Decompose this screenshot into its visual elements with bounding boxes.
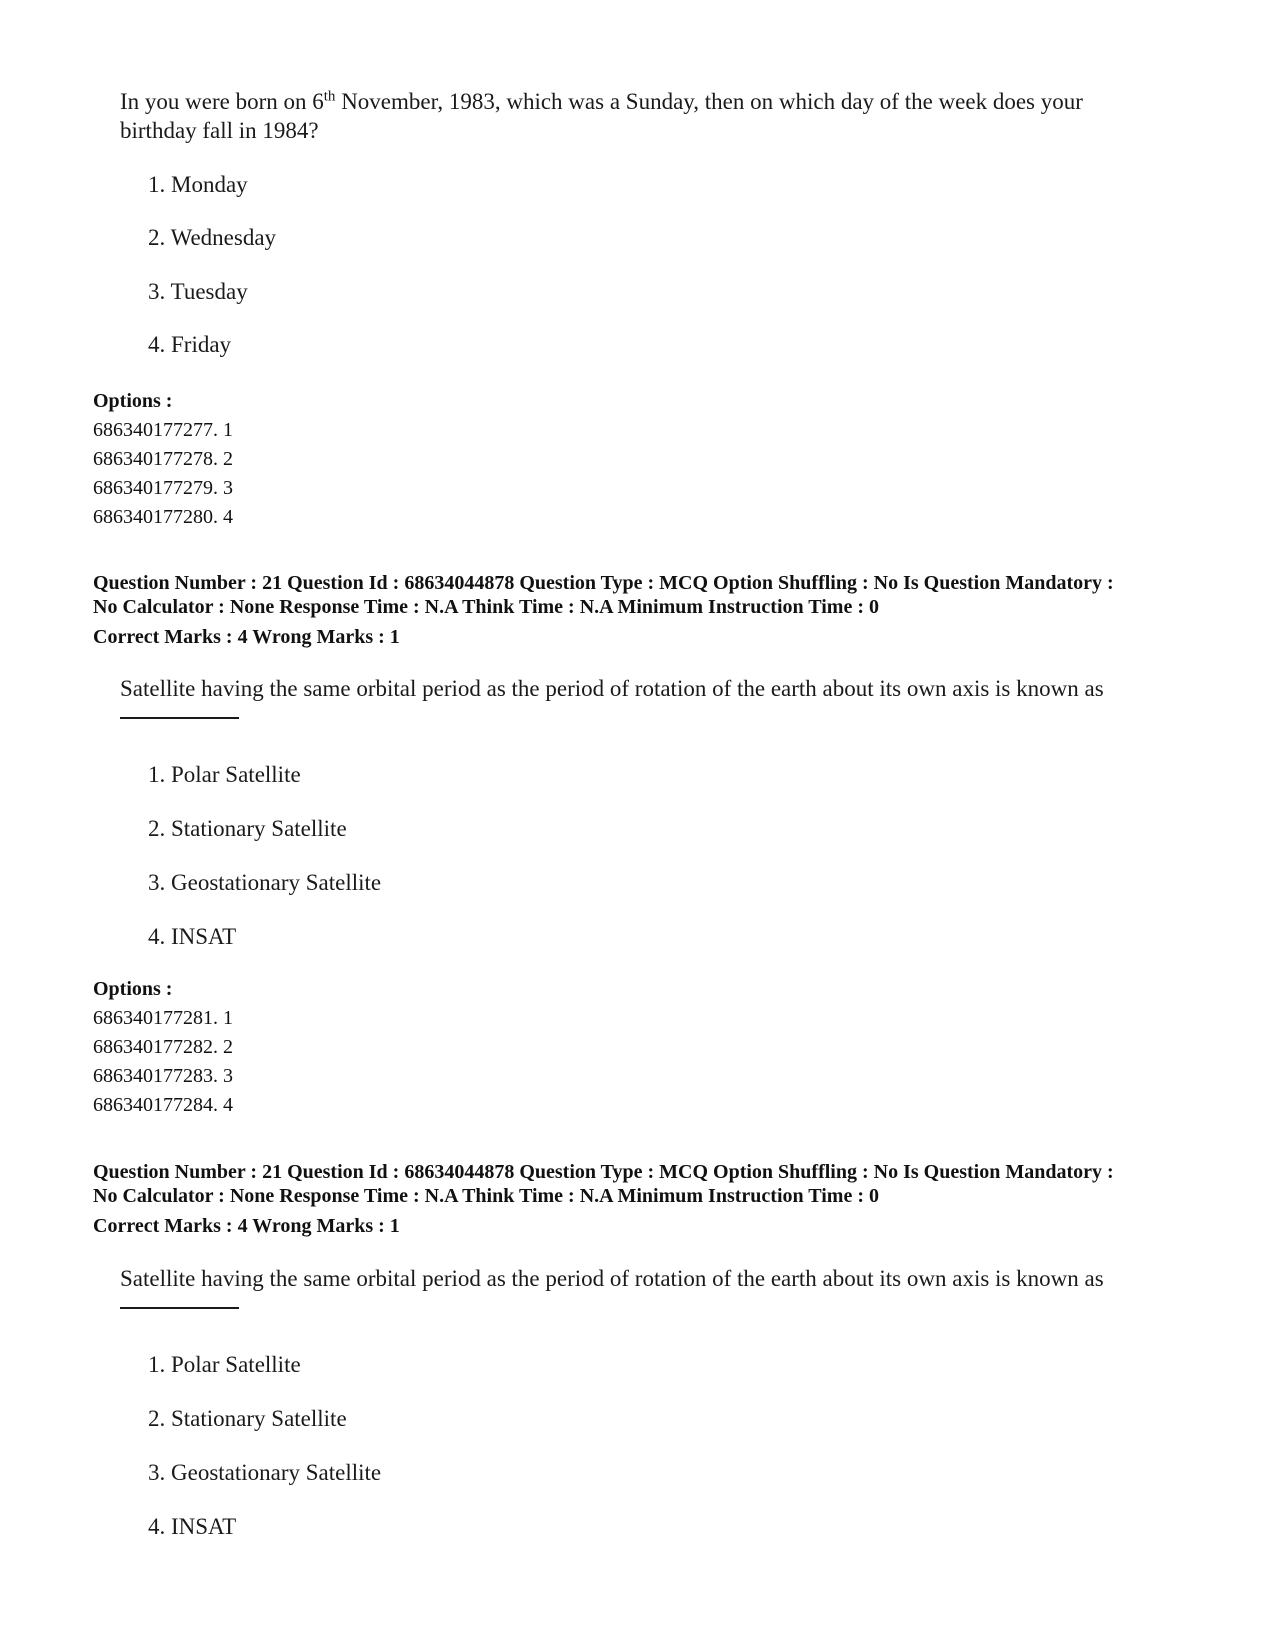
option-id-row: 686340177282. 2 bbox=[93, 1036, 233, 1058]
answer-choice: 2. Stationary Satellite bbox=[148, 1406, 347, 1431]
answer-choice: 1. Monday bbox=[148, 172, 248, 197]
answer-choice: 4. Friday bbox=[148, 332, 232, 357]
option-id-row: 686340177281. 1 bbox=[93, 1007, 233, 1029]
answer-choice: 3. Tuesday bbox=[148, 279, 248, 304]
answer-choice: 1. Polar Satellite bbox=[148, 762, 301, 787]
option-id-row: 686340177280. 4 bbox=[93, 506, 233, 528]
question-metadata-line: No Calculator : None Response Time : N.A Think Time : N.A Minimum Instruction Time : 0 bbox=[93, 1185, 879, 1207]
answer-choice: 2. Stationary Satellite bbox=[148, 816, 347, 841]
marks-line: Correct Marks : 4 Wrong Marks : 1 bbox=[93, 1215, 400, 1237]
answer-choice: 4. INSAT bbox=[148, 924, 237, 949]
answer-choice: 3. Geostationary Satellite bbox=[148, 1460, 382, 1485]
ordinal-superscript: th bbox=[323, 88, 336, 105]
answer-blank bbox=[120, 717, 239, 719]
question-text-part: In you were born on 6 bbox=[120, 89, 324, 114]
question-text-part: Satellite having the same orbital period as the period of rotation of the earth about its own axis is known as bbox=[120, 1266, 1104, 1291]
options-label: Options : bbox=[93, 978, 173, 1000]
question-metadata-line: Question Number : 21 Question Id : 68634044878 Question Type : MCQ Option Shuffling : No Is Question Mandatory : bbox=[93, 1161, 1114, 1183]
question-text bbox=[120, 87, 1160, 145]
marks-line: Correct Marks : 4 Wrong Marks : 1 bbox=[93, 626, 400, 648]
question-text-part: Satellite having the same orbital period as the period of rotation of the earth about its own axis is known as bbox=[120, 676, 1104, 701]
option-id-row: 686340177284. 4 bbox=[93, 1094, 233, 1116]
answer-blank bbox=[120, 1307, 239, 1309]
option-id-row: 686340177283. 3 bbox=[93, 1065, 233, 1087]
option-id-row: 686340177278. 2 bbox=[93, 448, 233, 470]
question-metadata-line: Question Number : 21 Question Id : 68634044878 Question Type : MCQ Option Shuffling : No Is Question Mandatory : bbox=[93, 572, 1114, 594]
question-text-part: November, 1983, which was a Sunday, then on which day of the week does your birthday fall in 1984? bbox=[120, 89, 1083, 143]
question-metadata bbox=[93, 571, 1213, 619]
answer-choice: 3. Geostationary Satellite bbox=[148, 870, 382, 895]
question-text bbox=[120, 674, 1160, 719]
answer-choice: 4. INSAT bbox=[148, 1514, 237, 1539]
question-metadata-line: No Calculator : None Response Time : N.A Think Time : N.A Minimum Instruction Time : 0 bbox=[93, 596, 879, 618]
answer-choice: 1. Polar Satellite bbox=[148, 1352, 301, 1377]
option-id-row: 686340177277. 1 bbox=[93, 419, 233, 441]
option-id-row: 686340177279. 3 bbox=[93, 477, 233, 499]
question-text bbox=[120, 1264, 1160, 1309]
question-metadata bbox=[93, 1160, 1213, 1208]
options-label: Options : bbox=[93, 390, 173, 412]
answer-choice: 2. Wednesday bbox=[148, 225, 277, 250]
